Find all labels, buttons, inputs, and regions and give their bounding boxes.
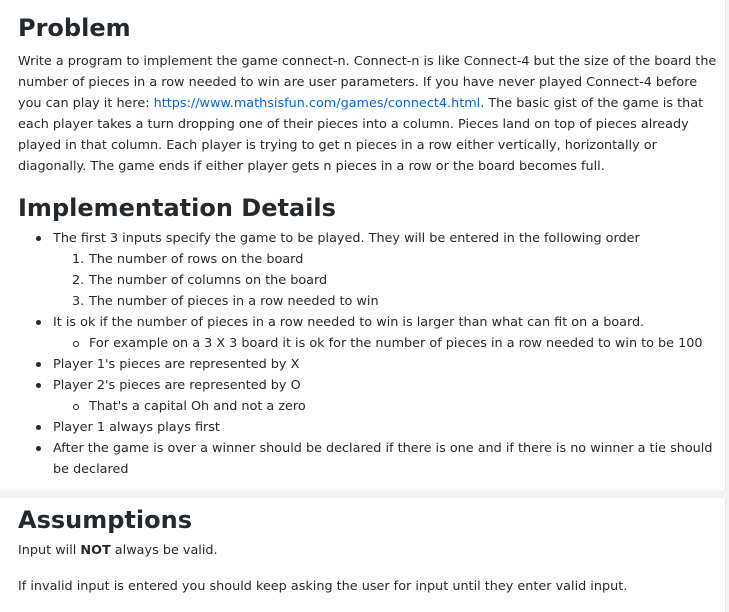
problem-text-part2: . The basic gist of the game is that each player takes a turn dropping one of their pieces into a column. Pieces land on top of pieces already played in that column. Each player is trying to get n pieces in a row either vertically, horizontally or diagonally. The game ends if either player gets n pieces in a row or the board becomes full. xyxy=(18,96,704,174)
list-item: After the game is over a winner should be declared if there is one and if there is no winner a tie should xyxy=(53,441,713,456)
list-item: That's a capital Oh and not a zero xyxy=(89,399,306,414)
bullet-icon xyxy=(36,383,41,388)
assumption-line-2: If invalid input is entered you should keep asking the user for input until they enter valid input. xyxy=(18,579,628,594)
list-item: The number of rows on the board xyxy=(89,252,304,267)
list-item: The number of columns on the board xyxy=(89,273,328,288)
bullet-icon xyxy=(36,362,41,367)
sub-bullet-icon xyxy=(73,341,79,347)
assumption-text: Input will xyxy=(18,543,81,558)
assumption-line-1 xyxy=(18,540,218,561)
bullet-icon xyxy=(36,320,41,325)
list-item-continuation: be declared xyxy=(53,462,129,477)
problem-paragraph xyxy=(18,51,720,177)
list-number: 1. xyxy=(72,252,85,267)
bullet-icon xyxy=(36,425,41,430)
problem-heading: Problem xyxy=(18,14,131,42)
list-number: 3. xyxy=(72,294,85,309)
connect4-link[interactable]: https://www.mathsisfun.com/games/connect4.html xyxy=(153,96,481,111)
problem-text-part1: Write a program to implement the game connect-n. Connect-n is like Connect-4 but the size of the board the number of pieces in a row needed to win are user parameters. If you have never played Connect-4 before you can play it here: xyxy=(18,54,717,111)
list-item: It is ok if the number of pieces in a row needed to win is larger than what can fit on a board. xyxy=(53,315,645,330)
list-item: The number of pieces in a row needed to win xyxy=(89,294,379,309)
list-item: Player 1 always plays first xyxy=(53,420,220,435)
assumption-text: always be valid. xyxy=(110,543,218,558)
content-panel-bottom xyxy=(0,498,726,612)
list-item: Player 1's pieces are represented by X xyxy=(53,357,300,372)
assumption-emphasis: NOT xyxy=(80,543,111,558)
implementation-heading: Implementation Details xyxy=(18,194,336,222)
list-item: The first 3 inputs specify the game to be played. They will be entered in the following order xyxy=(53,231,640,246)
sub-bullet-icon xyxy=(73,404,79,410)
bullet-icon xyxy=(36,446,41,451)
list-number: 2. xyxy=(72,273,85,288)
bullet-icon xyxy=(36,236,41,241)
list-item: Player 2's pieces are represented by O xyxy=(53,378,301,393)
list-item: For example on a 3 X 3 board it is ok for the number of pieces in a row needed to win to be 100 xyxy=(89,336,703,351)
assumptions-heading: Assumptions xyxy=(18,506,192,534)
